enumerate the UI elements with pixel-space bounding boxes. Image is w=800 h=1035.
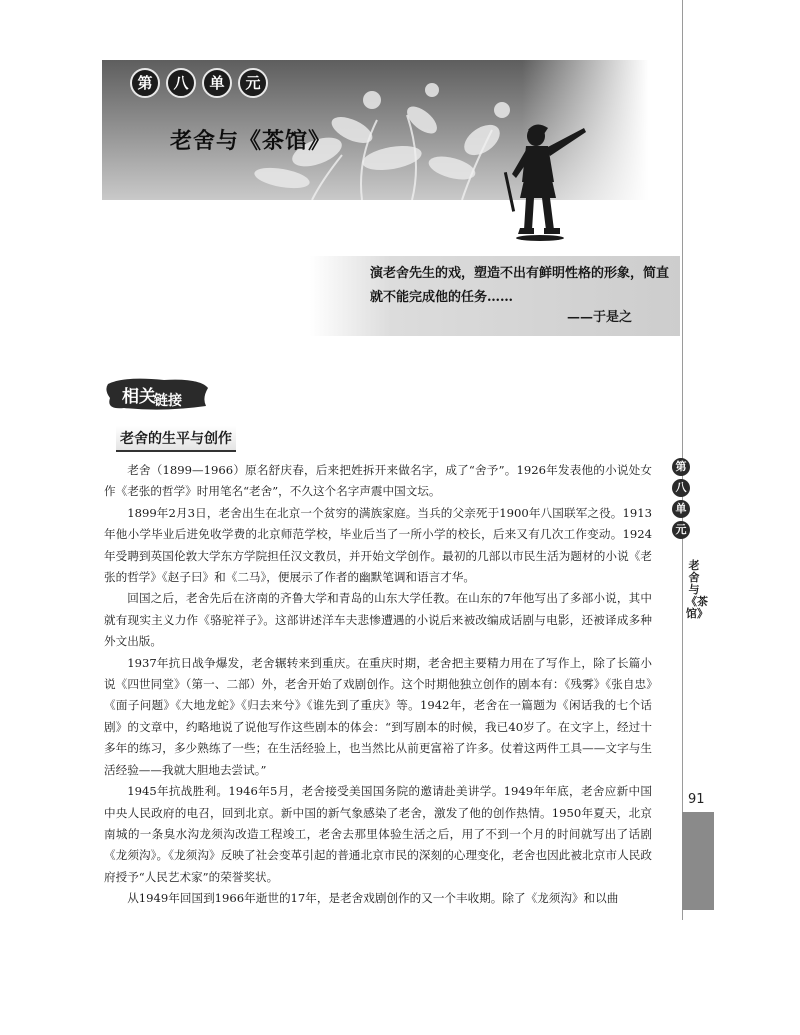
unit-badge-char: 第 <box>130 68 160 98</box>
related-label: 相关 <box>122 387 156 407</box>
related-links-tag <box>104 376 210 412</box>
paragraph: 回国之后，老舍先后在济南的齐鲁大学和青岛的山东大学任教。在山东的7年他写出了多部小说，其中就有现实主义力作《骆驼祥子》。这部讲述洋车夫悲惨遭遇的小说后来被改编成话剧与电影，还被译成多种外文出版。 <box>104 591 652 649</box>
margin-unit-marker <box>672 458 694 542</box>
unit-badge-char: 元 <box>238 68 268 98</box>
actor-figure-illustration <box>498 122 590 244</box>
margin-unit-char: 元 <box>672 521 690 539</box>
paragraph: 老舍（1899—1966）原名舒庆春，后来把姓拆开来做名字，成了“舍予”。1926年发表他的小说处女作《老张的哲学》时用笔名“老舍”，不久这个名字声震中国文坛。 <box>104 463 652 499</box>
paragraph: 1937年抗日战争爆发，老舍辗转来到重庆。在重庆时期，老舍把主要精力用在了写作上，除了长篇小说《四世同堂》（第一、二部）外，老舍开始了戏剧创作。这个时期他独立创作的剧本有：《残雾》《张自忠》《面子问题》《大地龙蛇》《归去来兮》《谁先到了重庆》等。1942年，老舍在一篇题为《闲话我的七个话剧》的文章中，约略地说了说他写作这些剧本的体会：“到写剧本的时候，我已40岁了。在文字上，经过十多年的练习，多少熟练了一些；在生活经验上，也当然比从前更富裕了许多。仗着这两件工具——文字与生活经验——我就大胆地去尝试。” <box>104 655 652 777</box>
epigraph-box <box>310 256 680 336</box>
related-sublabel: 链接 <box>154 393 182 409</box>
lesson-title: 老舍与《茶馆》 <box>170 128 332 154</box>
section-heading: 老舍的生平与创作 <box>116 426 236 452</box>
paragraph: 1945年抗战胜利。1946年5月，老舍接受美国国务院的邀请赴美讲学。1949年年底，老舍应新中国中央人民政府的电召，回到北京。新中国的新气象感染了老舍，激发了他的创作热情。1950年夏天，北京南城的一条臭水沟龙须沟改造工程竣工，老舍去那里体验生活之后，用了不到一个月的时间就写出了话剧《龙须沟》。《龙须沟》反映了社会变革引起的普通北京市民的深刻的心理变化，老舍也因此被北京市人民政府授予“人民艺术家”的荣誉奖状。 <box>104 784 652 884</box>
margin-unit-char: 第 <box>672 458 690 476</box>
page-number: 91 <box>688 792 705 807</box>
unit-badge <box>130 68 268 98</box>
margin-unit-char: 单 <box>672 500 690 518</box>
unit-badge-char: 单 <box>202 68 232 98</box>
epigraph-text: 演老舍先生的戏，塑造不出有鲜明性格的形象，简直就不能完成他的任务…… <box>370 266 670 305</box>
epigraph-author: ——于是之 <box>566 310 632 325</box>
unit-badge-char: 八 <box>166 68 196 98</box>
margin-tab <box>682 812 714 910</box>
margin-unit-char: 八 <box>672 479 690 497</box>
paragraph: 从1949年回国到1966年逝世的17年，是老舍戏剧创作的又一个丰收期。除了《龙须沟》和以曲 <box>127 891 619 906</box>
body-text <box>104 460 652 910</box>
paragraph: 1899年2月3日，老舍出生在北京一个贫穷的满族家庭。当兵的父亲死于1900年八国联军之役。1913年他小学毕业后进免收学费的北京师范学校，毕业后当了一所小学的校长，后来又有几次工作变动。1924年受聘到英国伦敦大学东方学院担任汉文教员，并开始文学创作。最初的几部以市民生活为题材的小说《老张的哲学》《赵子曰》和《二马》，便展示了作者的幽默笔调和语言才华。 <box>104 505 652 585</box>
margin-lesson-title: 老舍与《茶馆》 <box>686 559 708 620</box>
